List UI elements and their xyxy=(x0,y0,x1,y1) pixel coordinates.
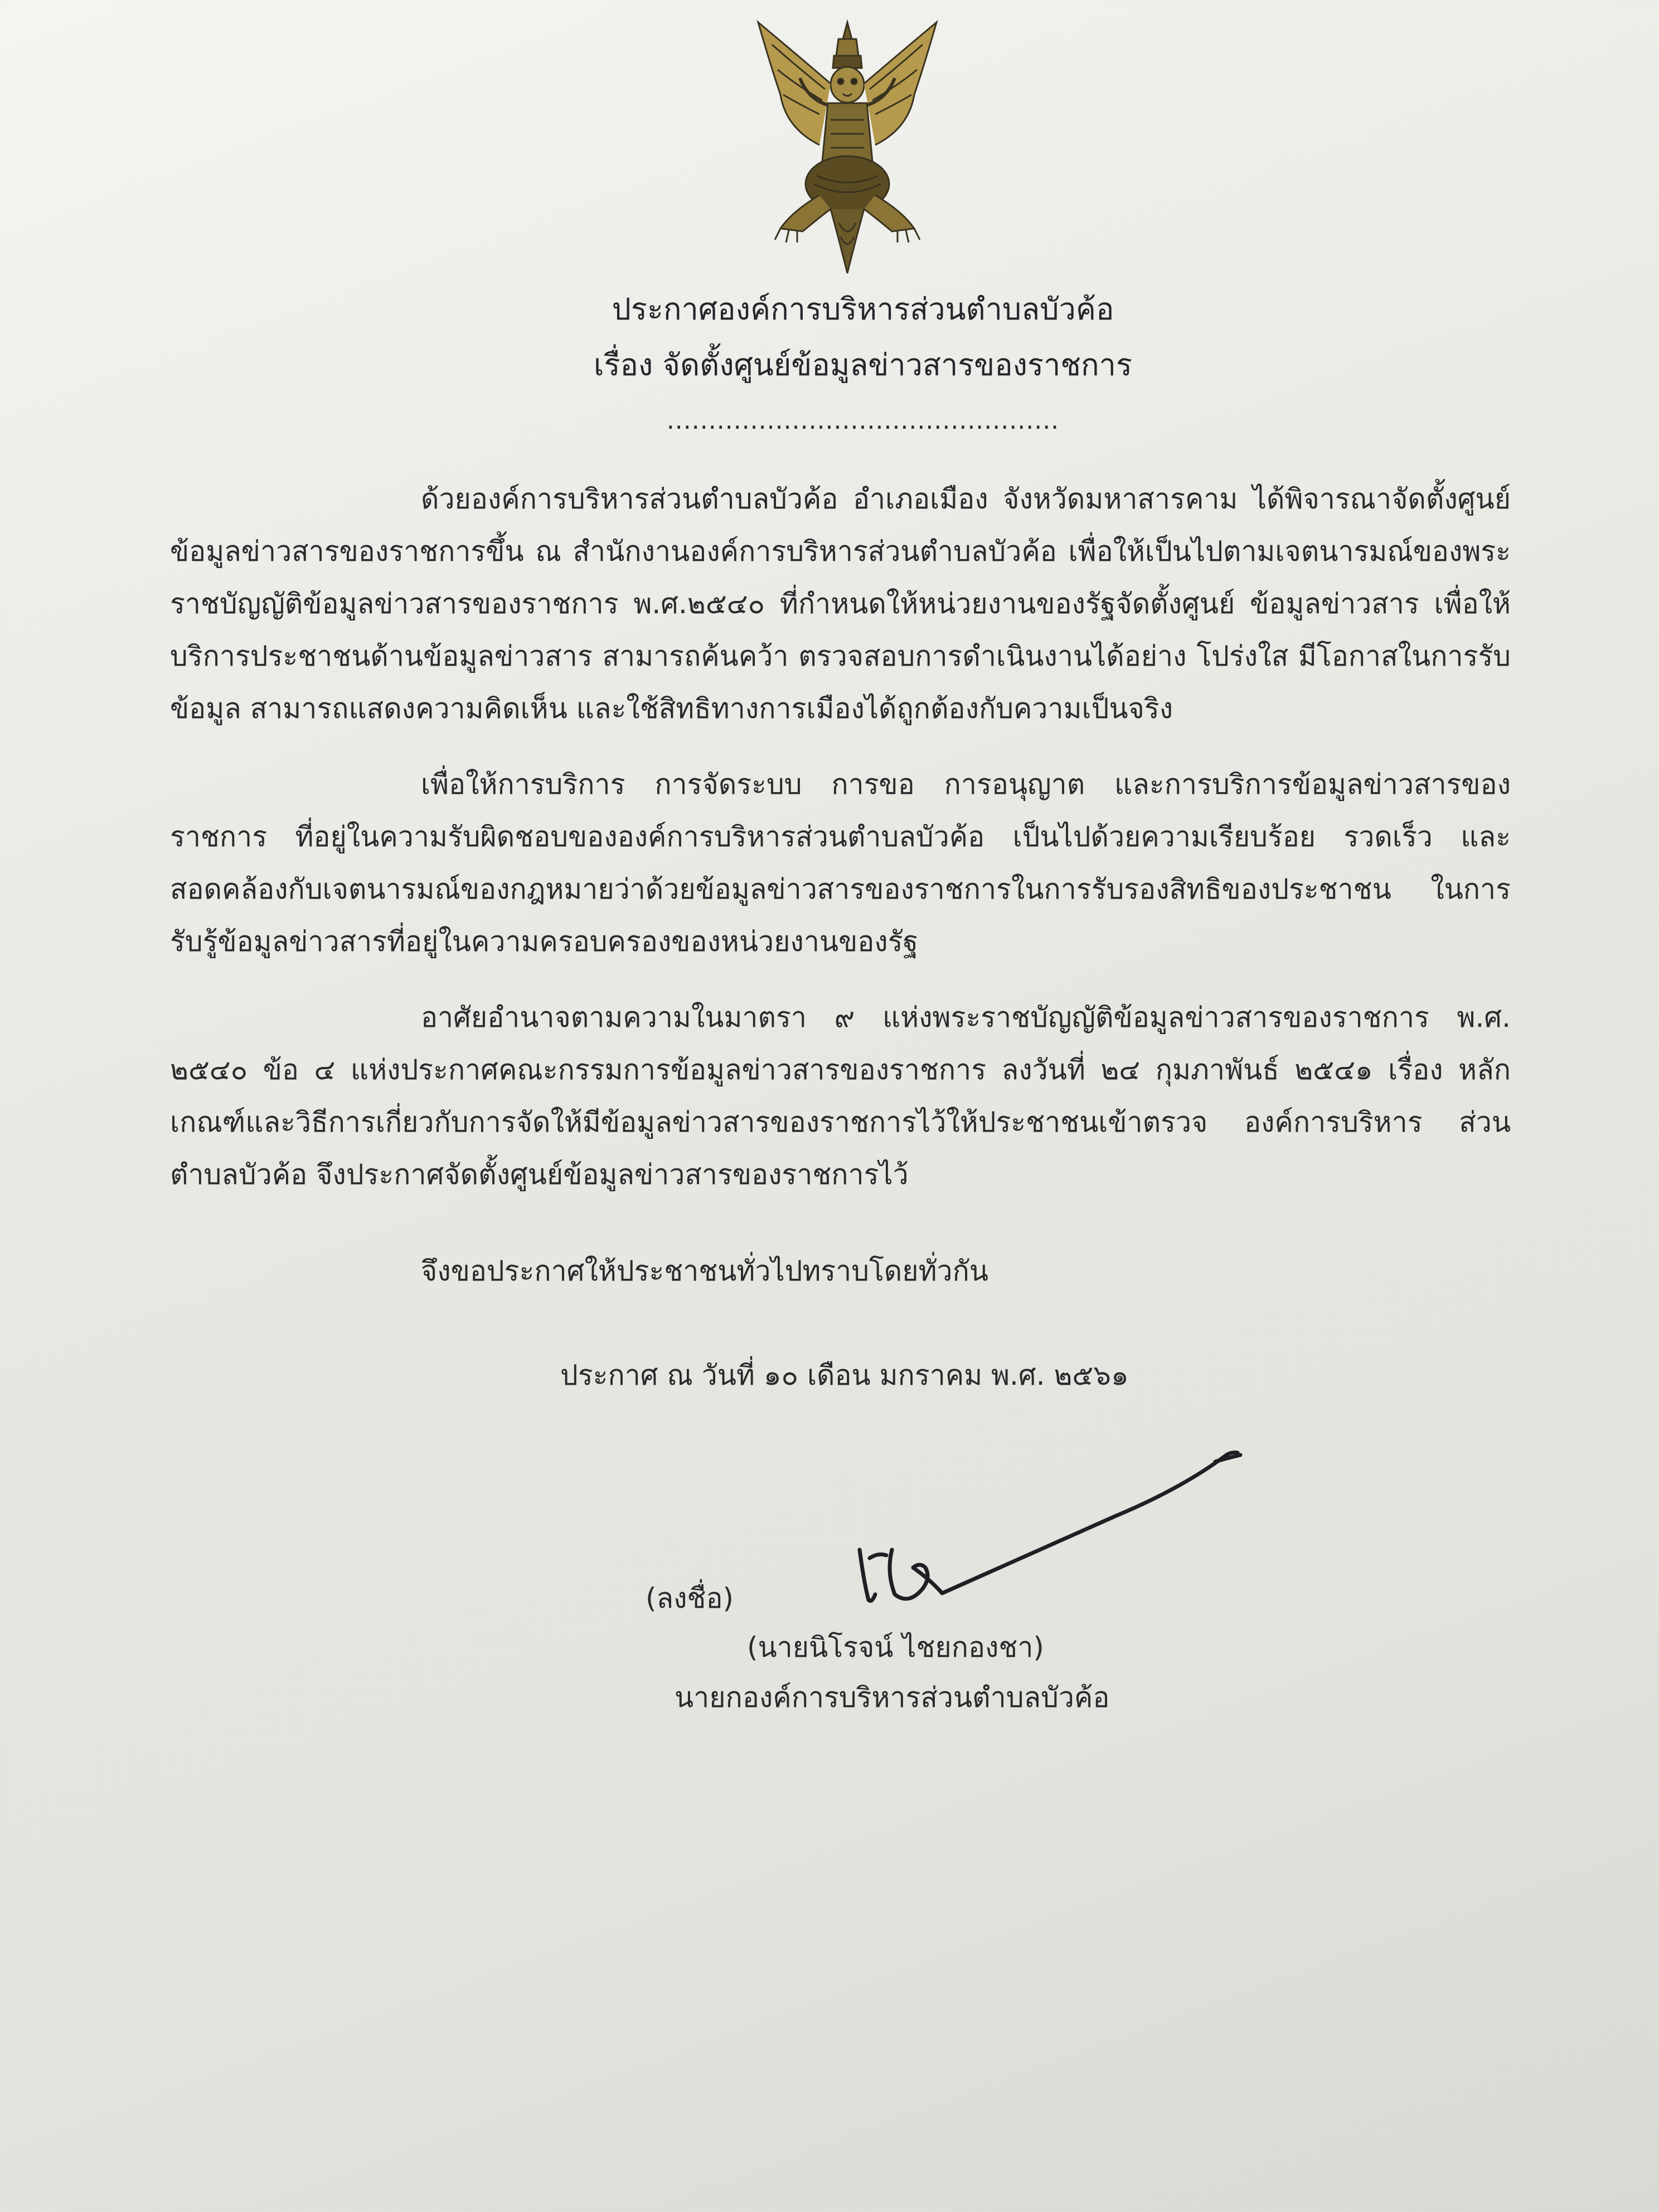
announcement-date: ประกาศ ณ วันที่ ๑๐ เดือน มกราคม พ.ศ. ๒๕๖๑ xyxy=(560,1359,1129,1391)
signature-label: (ลงชื่อ) xyxy=(646,1582,734,1614)
signer-name: (นายนิโรจน์ ไชยกองชา) xyxy=(747,1631,1044,1663)
body-paragraph-1: ด้วยองค์การบริหารส่วนตำบลบัวค้อ อำเภอเมือง จังหวัดมหาสารคาม ได้พิจารณาจัดตั้งศูนย์ข้อมูลข่าวสารของราชการขึ้น ณ สำนักงานองค์การบริหารส่วนตำบลบัวค้อ เพื่อให้เป็นไปตามเจตนารมณ์ของพระราชบัญญัติข้อมูลข่าวสารของราชการ พ.ศ.๒๕๔๐ ที่กำหนดให้หน่วยงานของรัฐจัดตั้งศูนย์ ข้อมูลข่าวสาร เพื่อให้บริการประชาชนด้านข้อมูลข่าวสาร สามารถค้นคว้า ตรวจสอบการดำเนินงานได้อย่าง โปร่งใส มีโอกาสในการรับข้อมูล สามารถแสดงความคิดเห็น และใช้สิทธิทางการเมืองได้ถูกต้องกับความเป็นจริง xyxy=(170,483,1511,725)
body-paragraph-2: เพื่อให้การบริการ การจัดระบบ การขอ การอนุญาต และการบริการข้อมูลข่าวสารของราชการ ที่อยู่ในความรับผิดชอบขององค์การบริหารส่วนตำบลบัวค้อ เป็นไปด้วยความเรียบร้อย รวดเร็ว และสอดคล้องกับเจตนารมณ์ของกฎหมายว่าด้วยข้อมูลข่าวสารของราชการในการรับรองสิทธิของประชาชน ในการรับรู้ข้อมูลข่าวสารที่อยู่ในความครอบครองของหน่วยงานของรัฐ xyxy=(170,768,1511,958)
closing-statement: จึงขอประกาศให้ประชาชนทั่วไปทราบโดยทั่วกัน xyxy=(421,1255,989,1287)
title-separator: ............................................... xyxy=(666,406,1060,435)
document-title: ประกาศองค์การบริหารส่วนตำบลบัวค้อ xyxy=(612,292,1114,327)
garuda-emblem-icon xyxy=(747,17,948,279)
handwritten-signature xyxy=(847,1438,1249,1628)
document-subject: เรื่อง จัดตั้งศูนย์ข้อมูลข่าวสารของราชการ xyxy=(594,347,1132,382)
signer-position: นายกองค์การบริหารส่วนตำบลบัวค้อ xyxy=(675,1681,1110,1714)
body-paragraph-3: อาศัยอำนาจตามความในมาตรา ๙ แห่งพระราชบัญญัติข้อมูลข่าวสารของราชการ พ.ศ. ๒๕๔๐ ข้อ ๔ แห่งประกาศคณะกรรมการข้อมูลข่าวสารของราชการ ลงวันที่ ๒๔ กุมภาพันธ์ ๒๕๔๑ เรื่อง หลักเกณฑ์และวิธีการเกี่ยวกับการจัดให้มีข้อมูลข่าวสารของราชการไว้ให้ประชาชนเข้าตรวจ องค์การบริหาร ส่วนตำบลบัวค้อ จึงประกาศจัดตั้งศูนย์ข้อมูลข่าวสารของราชการไว้ xyxy=(170,1001,1511,1191)
